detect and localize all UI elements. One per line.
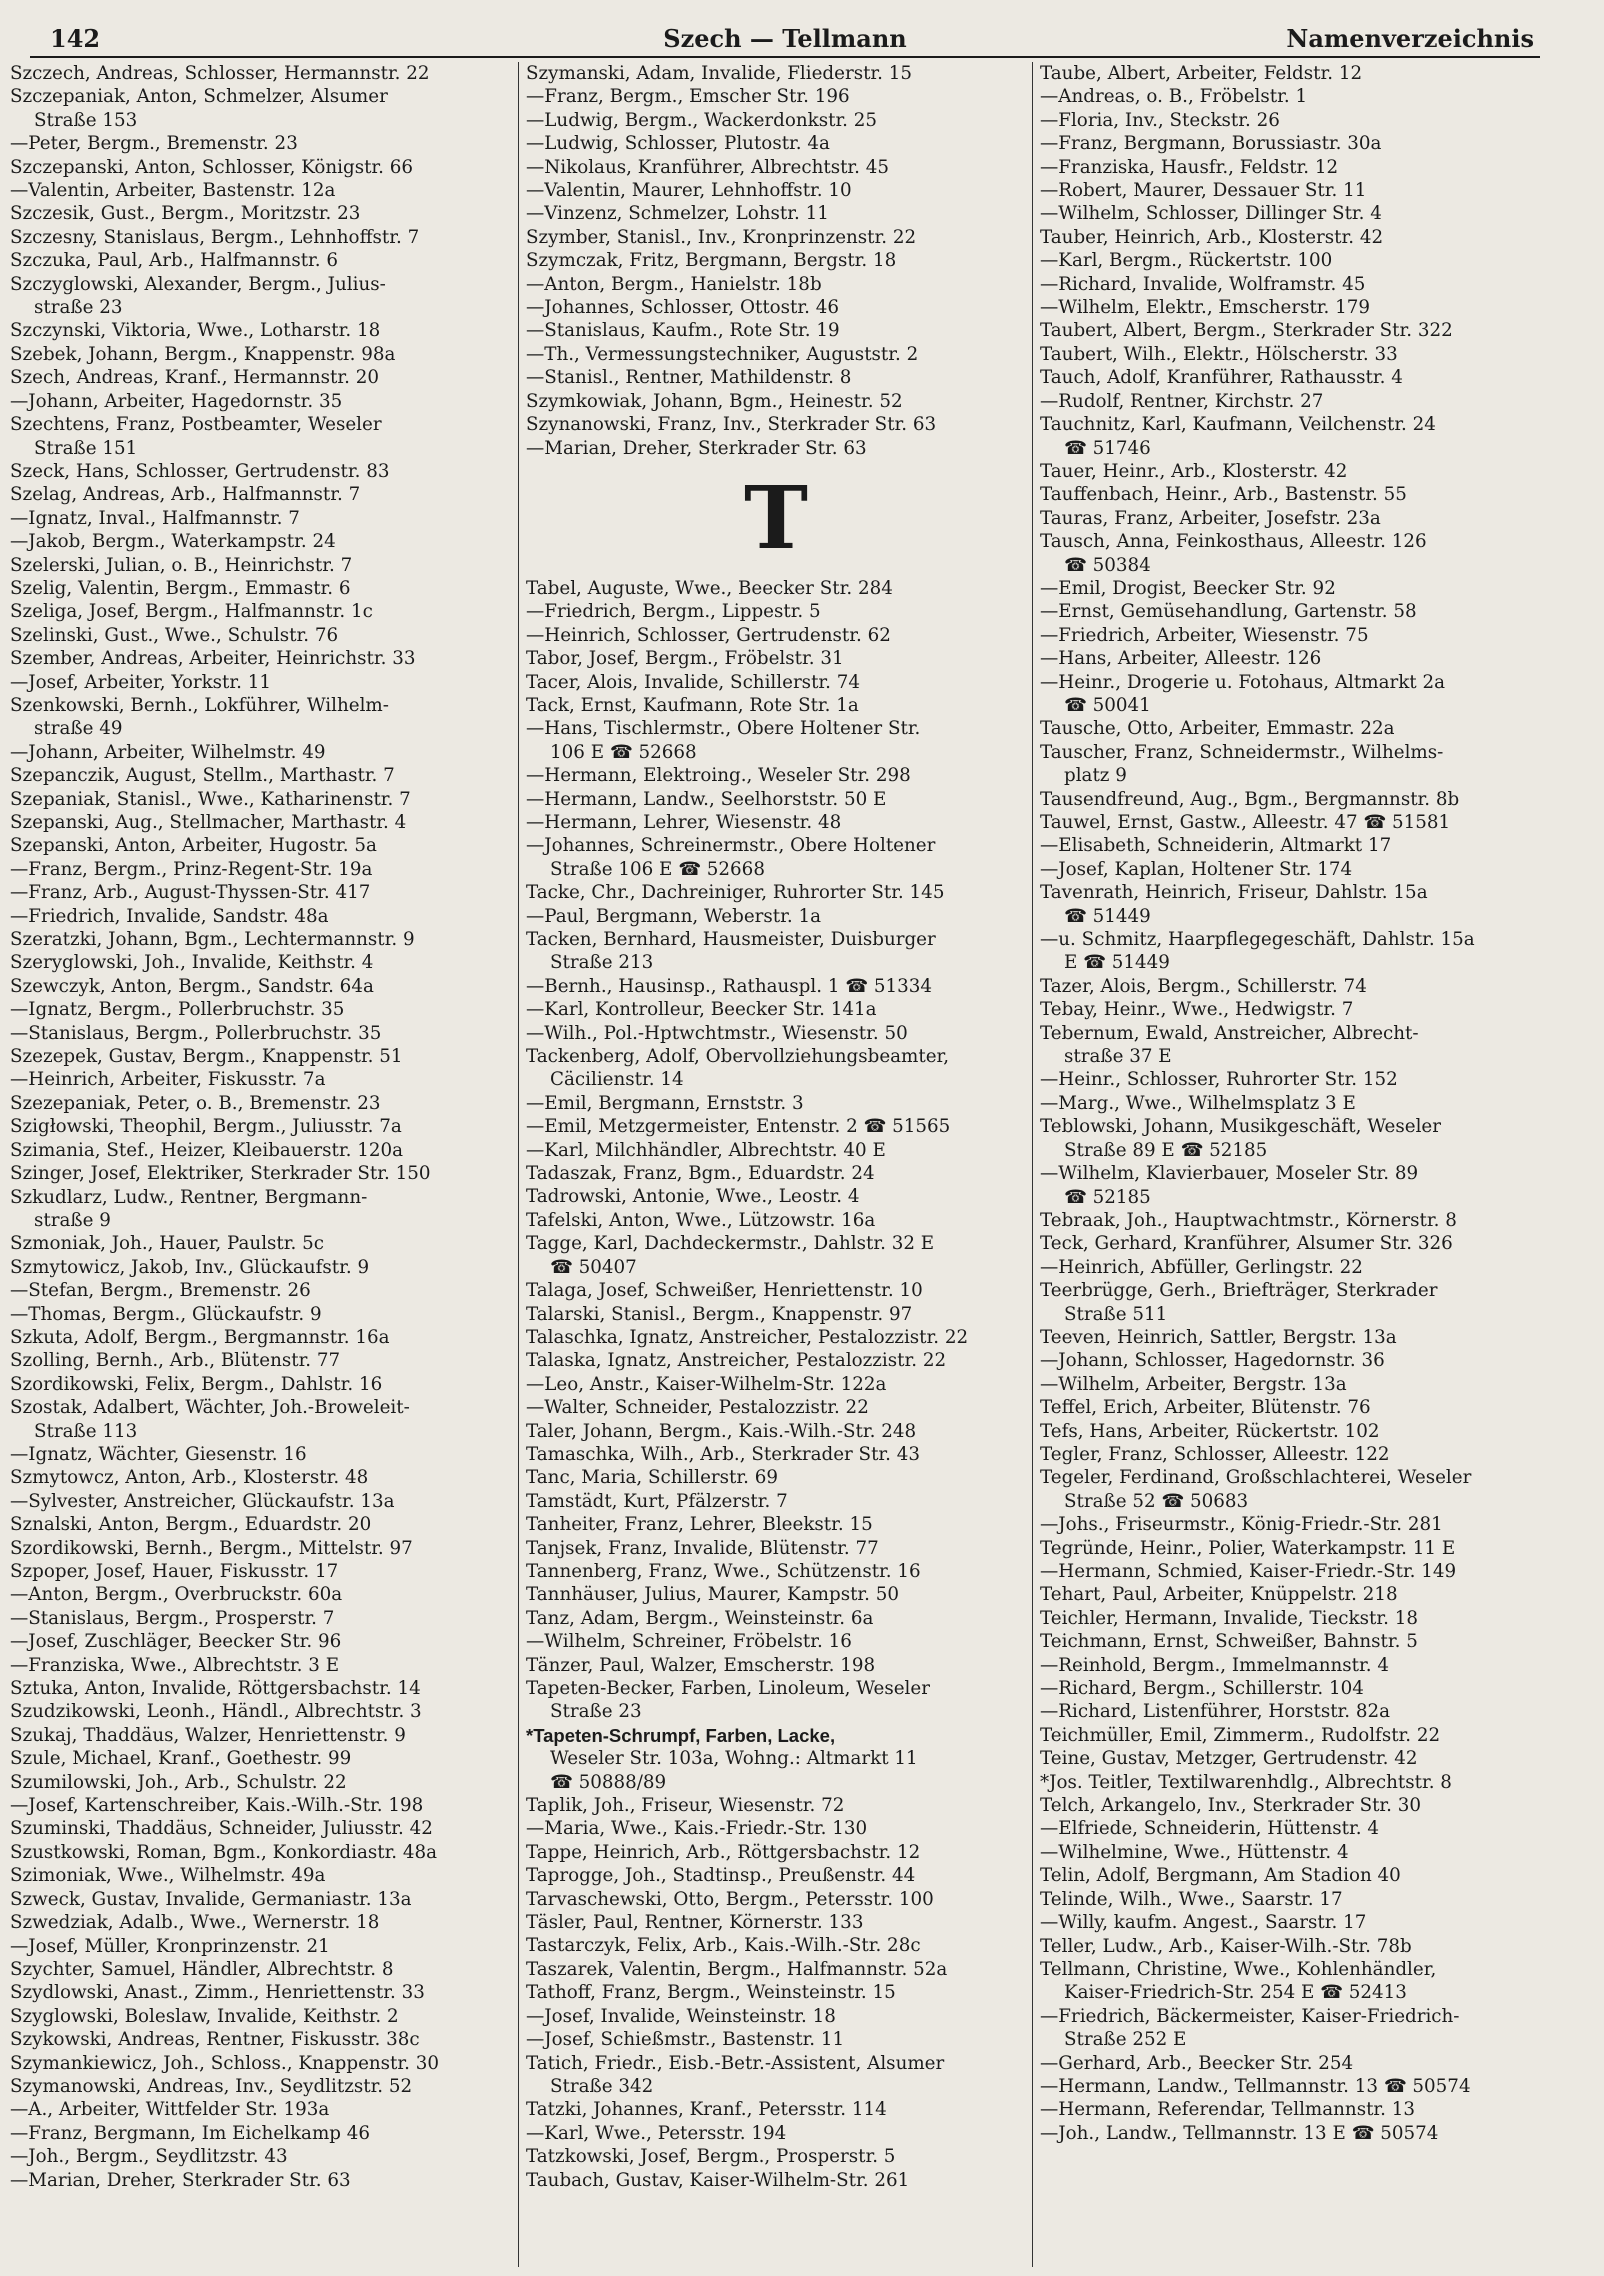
directory-entry: Tegründe, Heinr., Polier, Waterkampstr. 11 E xyxy=(1040,1537,1456,1559)
directory-entry: —Sylvester, Anstreicher, Glückaufstr. 13a xyxy=(10,1490,395,1512)
directory-entry: Tavenrath, Heinrich, Friseur, Dahlstr. 15a xyxy=(1040,882,1428,904)
directory-entry: —u. Schmitz, Haarpflegegeschäft, Dahlstr. 15a xyxy=(1040,929,1475,951)
directory-entry: Szczepaniak, Anton, Schmelzer, Alsumer xyxy=(10,86,388,108)
directory-entry: Tanjsek, Franz, Invalide, Blütenstr. 77 xyxy=(526,1537,879,1559)
directory-entry: Taprogge, Joh., Stadtinsp., Preußenstr. 44 xyxy=(526,1865,916,1887)
directory-entry: Teck, Gerhard, Kranführer, Alsumer Str. 326 xyxy=(1040,1233,1453,1255)
directory-entry: Tannenberg, Franz, Wwe., Schützenstr. 16 xyxy=(526,1560,921,1582)
directory-entry: —Friedrich, Bergm., Lippestr. 5 xyxy=(526,601,821,623)
directory-entry: —Walter, Schneider, Pestalozzistr. 22 xyxy=(526,1397,869,1419)
directory-entry: *Tapeten-Schrumpf, Farben, Lacke, xyxy=(526,1724,836,1746)
entry-continuation: E ☎ 51449 xyxy=(1064,952,1170,974)
entry-continuation: straße 37 E xyxy=(1064,1046,1172,1068)
page-number: 142 xyxy=(50,24,101,53)
directory-entry: —A., Arbeiter, Wittfelder Str. 193a xyxy=(10,2099,330,2121)
directory-entry: Tanheiter, Franz, Lehrer, Bleekstr. 15 xyxy=(526,1514,873,1536)
directory-entry: Szinger, Josef, Elektriker, Sterkrader Str. 150 xyxy=(10,1163,431,1185)
directory-entry: Szychter, Samuel, Händler, Albrechtstr. 8 xyxy=(10,1958,394,1980)
directory-entry: —Hans, Arbeiter, Alleestr. 126 xyxy=(1040,648,1322,670)
directory-entry: —Hermann, Landw., Seelhorststr. 50 E xyxy=(526,788,887,810)
directory-entry: Szezepek, Gustav, Bergm., Knappenstr. 51 xyxy=(10,1046,403,1068)
directory-entry: Szymkowiak, Johann, Bgm., Heinestr. 52 xyxy=(526,390,903,412)
directory-entry: —Friedrich, Bäckermeister, Kaiser-Friedrich- xyxy=(1040,2005,1460,2027)
directory-entry: —Hermann, Elektroing., Weseler Str. 298 xyxy=(526,765,911,787)
directory-entry: —Stanislaus, Kaufm., Rote Str. 19 xyxy=(526,320,840,342)
directory-entry: Telinde, Wilh., Wwe., Saarstr. 17 xyxy=(1040,1888,1343,1910)
directory-entry: Tacer, Alois, Invalide, Schillerstr. 74 xyxy=(526,671,861,693)
directory-entry: Tarvaschewski, Otto, Bergm., Petersstr. 100 xyxy=(526,1888,934,1910)
directory-entry: —Wilhelmine, Wwe., Hüttenstr. 4 xyxy=(1040,1841,1349,1863)
entry-continuation: Weseler Str. 103a, Wohng.: Altmarkt 11 xyxy=(550,1748,918,1770)
entry-continuation: Straße 113 xyxy=(34,1420,138,1442)
directory-entry: Tauch, Adolf, Kranführer, Rathausstr. 4 xyxy=(1040,367,1403,389)
directory-entry: Teichmann, Ernst, Schweißer, Bahnstr. 5 xyxy=(1040,1631,1418,1653)
directory-entry: Szczech, Andreas, Schlosser, Hermannstr. 22 xyxy=(10,63,430,84)
directory-entry: Teffel, Erich, Arbeiter, Blütenstr. 76 xyxy=(1040,1397,1371,1419)
directory-entry: Szolling, Bernh., Arb., Blütenstr. 77 xyxy=(10,1350,341,1372)
directory-entry: —Jakob, Bergm., Waterkampstr. 24 xyxy=(10,531,336,553)
directory-entry: —Ignatz, Bergm., Pollerbruchstr. 35 xyxy=(10,999,345,1021)
running-title: Szech — Tellmann xyxy=(663,24,907,53)
directory-entry: —Stanislaus, Bergm., Prosperstr. 7 xyxy=(10,1607,335,1629)
directory-entry: Tegeler, Ferdinand, Großschlachterei, Weseler xyxy=(1040,1467,1472,1489)
directory-entry: —Gerhard, Arb., Beecker Str. 254 xyxy=(1040,2052,1354,2074)
section-title: Namenverzeichnis xyxy=(1286,24,1534,53)
entry-continuation: platz 9 xyxy=(1064,765,1127,787)
directory-entry: —Josef, Kaplan, Holtener Str. 174 xyxy=(1040,858,1353,880)
directory-entry: Sznalski, Anton, Bergm., Eduardstr. 20 xyxy=(10,1514,372,1536)
directory-entry: Taplik, Joh., Friseur, Wiesenstr. 72 xyxy=(526,1795,845,1817)
directory-entry: Tauwel, Ernst, Gastw., Alleestr. 47 ☎ 51581 xyxy=(1040,812,1451,833)
directory-entry: —Stanisl., Rentner, Mathildenstr. 8 xyxy=(526,367,852,389)
directory-entry: Tauffenbach, Heinr., Arb., Bastenstr. 55 xyxy=(1040,484,1407,506)
directory-entry: Szczuka, Paul, Arb., Halfmannstr. 6 xyxy=(10,250,339,272)
directory-entry: —Heinrich, Arbeiter, Fiskusstr. 7a xyxy=(10,1069,326,1091)
directory-entry: Szumilowski, Joh., Arb., Schulstr. 22 xyxy=(10,1771,347,1793)
directory-entry: Szepanski, Aug., Stellmacher, Marthastr. 4 xyxy=(10,812,407,833)
directory-entry: Telin, Adolf, Bergmann, Am Stadion 40 xyxy=(1040,1865,1401,1887)
directory-entry: —Heinrich, Abfüller, Gerlingstr. 22 xyxy=(1040,1256,1363,1278)
directory-entry: —Josef, Arbeiter, Yorkstr. 11 xyxy=(10,671,272,693)
directory-entry: Szustkowski, Roman, Bgm., Konkordiastr. 48a xyxy=(10,1841,438,1863)
directory-entry: Talarski, Stanisl., Bergm., Knappenstr. 97 xyxy=(526,1303,913,1325)
directory-entry: —Franz, Bergm., Emscher Str. 196 xyxy=(526,86,850,108)
directory-entry: —Marian, Dreher, Sterkrader Str. 63 xyxy=(526,437,867,459)
directory-entry: Szymankiewicz, Joh., Schloss., Knappenstr. 30 xyxy=(10,2052,440,2074)
directory-entry: Tagge, Karl, Dachdeckermstr., Dahlstr. 32 E xyxy=(526,1233,935,1255)
directory-entry: —Rudolf, Rentner, Kirchstr. 27 xyxy=(1040,390,1324,412)
directory-entry: Taszarek, Valentin, Bergm., Halfmannstr. 52a xyxy=(526,1958,948,1980)
directory-entry: Telch, Arkangelo, Inv., Sterkrader Str. 30 xyxy=(1040,1795,1422,1817)
directory-entry: Szukaj, Thaddäus, Walzer, Henriettenstr. 9 xyxy=(10,1724,406,1746)
directory-entry: Tauras, Franz, Arbeiter, Josefstr. 23a xyxy=(1040,507,1381,529)
directory-entry: —Richard, Listenführer, Horststr. 82a xyxy=(1040,1701,1391,1723)
directory-entry: —Friedrich, Invalide, Sandstr. 48a xyxy=(10,905,329,927)
page-header xyxy=(30,22,1540,58)
directory-entry: Taube, Albert, Arbeiter, Feldstr. 12 xyxy=(1040,63,1363,84)
directory-entry: Szeck, Hans, Schlosser, Gertrudenstr. 83 xyxy=(10,460,390,482)
directory-column-1 xyxy=(10,62,510,2267)
directory-entry: Szule, Michael, Kranf., Goethestr. 99 xyxy=(10,1748,352,1770)
directory-entry: —Stanislaus, Bergm., Pollerbruchstr. 35 xyxy=(10,1022,382,1044)
directory-entry: Szwedziak, Adalb., Wwe., Wernerstr. 18 xyxy=(10,1912,380,1934)
directory-entry: Tacken, Bernhard, Hausmeister, Duisburger xyxy=(526,929,936,950)
directory-entry: Tamstädt, Kurt, Pfälzerstr. 7 xyxy=(526,1490,788,1512)
directory-entry: —Karl, Kontrolleur, Beecker Str. 141a xyxy=(526,999,877,1021)
directory-column-3 xyxy=(1040,62,1550,2267)
directory-entry: —Franz, Bergmann, Im Eichelkamp 46 xyxy=(10,2122,371,2144)
directory-entry: —Friedrich, Arbeiter, Wiesenstr. 75 xyxy=(1040,624,1369,646)
directory-entry: Tadaszak, Franz, Bgm., Eduardstr. 24 xyxy=(526,1163,875,1185)
directory-entry: Szewczyk, Anton, Bergm., Sandstr. 64a xyxy=(10,975,374,997)
directory-entry: Szczynski, Viktoria, Wwe., Lotharstr. 18 xyxy=(10,320,381,342)
directory-entry: Tastarczyk, Felix, Arb., Kais.-Wilh.-Str. 28c xyxy=(526,1935,921,1957)
entry-continuation: ☎ 50407 xyxy=(550,1256,637,1278)
directory-entry: *Jos. Teitler, Textilwarenhdlg., Albrechtstr. 8 xyxy=(1040,1771,1452,1793)
directory-entry: Sztuka, Anton, Invalide, Röttgersbachstr. 14 xyxy=(10,1678,421,1700)
directory-entry: Tathoff, Franz, Bergm., Weinsteinstr. 15 xyxy=(526,1982,896,2004)
directory-entry: —Karl, Bergm., Rückertstr. 100 xyxy=(1040,250,1333,272)
directory-entry: —Andreas, o. B., Fröbelstr. 1 xyxy=(1040,86,1308,108)
directory-entry: Szudzikowski, Leonh., Händl., Albrechtstr. 3 xyxy=(10,1701,422,1723)
directory-entry: —Heinr., Drogerie u. Fotohaus, Altmarkt 2a xyxy=(1040,671,1445,693)
directory-entry: Tefs, Hans, Arbeiter, Rückertstr. 102 xyxy=(1040,1420,1380,1442)
directory-entry: —Ernst, Gemüsehandlung, Gartenstr. 58 xyxy=(1040,601,1417,623)
directory-entry: —Elisabeth, Schneiderin, Altmarkt 17 xyxy=(1040,835,1392,857)
entry-continuation: Straße 89 E ☎ 52185 xyxy=(1064,1139,1268,1161)
directory-entry: Szordikowski, Bernh., Bergm., Mittelstr. 97 xyxy=(10,1537,413,1559)
directory-entry: —Wilhelm, Elektr., Emscherstr. 179 xyxy=(1040,297,1371,319)
directory-entry: Szeratzki, Johann, Bgm., Lechtermannstr. 9 xyxy=(10,929,415,951)
directory-column-2 xyxy=(526,62,1026,2267)
directory-entry: —Johannes, Schreinermstr., Obere Holtener xyxy=(526,835,936,857)
directory-entry: Szeryglowski, Joh., Invalide, Keithstr. 4 xyxy=(10,952,374,974)
directory-entry: Szmytowicz, Jakob, Inv., Glückaufstr. 9 xyxy=(10,1256,370,1278)
directory-entry: —Bernh., Hausinsp., Rathauspl. 1 ☎ 51334 xyxy=(526,975,932,997)
directory-entry: —Wilhelm, Klavierbauer, Moseler Str. 89 xyxy=(1040,1163,1419,1185)
directory-entry: Tänzer, Paul, Walzer, Emscherstr. 198 xyxy=(526,1654,876,1676)
directory-entry: Tamaschka, Wilh., Arb., Sterkrader Str. 43 xyxy=(526,1443,921,1465)
directory-entry: Szymanowski, Andreas, Inv., Seydlitzstr. 52 xyxy=(10,2075,413,2097)
directory-entry: Szmytowcz, Anton, Arb., Klosterstr. 48 xyxy=(10,1467,369,1489)
directory-entry: —Josef, Schießmstr., Bastenstr. 11 xyxy=(526,2029,845,2051)
directory-entry: —Josef, Invalide, Weinsteinstr. 18 xyxy=(526,2005,836,2027)
directory-entry: Szepanczik, August, Stellm., Marthastr. 7 xyxy=(10,765,395,787)
directory-entry: Tabel, Auguste, Wwe., Beecker Str. 284 xyxy=(526,577,893,599)
directory-entry: —Anton, Bergm., Hanielstr. 18b xyxy=(526,273,822,295)
directory-entry: Szech, Andreas, Kranf., Hermannstr. 20 xyxy=(10,367,379,389)
directory-entry: —Karl, Wwe., Petersstr. 194 xyxy=(526,2122,787,2144)
directory-entry: Szenkowski, Bernh., Lokführer, Wilhelm- xyxy=(10,694,389,716)
directory-entry: —Hermann, Schmied, Kaiser-Friedr.-Str. 149 xyxy=(1040,1561,1457,1582)
directory-entry: Tazer, Alois, Bergm., Schillerstr. 74 xyxy=(1040,975,1367,997)
entry-continuation: ☎ 50041 xyxy=(1064,694,1151,716)
entry-continuation: 106 E ☎ 52668 xyxy=(550,741,697,763)
directory-entry: Teichmüller, Emil, Zimmerm., Rudolfstr. 22 xyxy=(1040,1724,1441,1746)
entry-continuation: ☎ 50888/89 xyxy=(550,1771,667,1793)
directory-entry: Tanz, Adam, Bergm., Weinsteinstr. 6a xyxy=(526,1607,874,1629)
entry-continuation: Cäcilienstr. 14 xyxy=(550,1069,684,1091)
directory-entry: Szebek, Johann, Bergm., Knappenstr. 98a xyxy=(10,343,396,365)
directory-entry: —Nikolaus, Kranführer, Albrechtstr. 45 xyxy=(526,156,890,178)
directory-entry: —Emil, Bergmann, Ernststr. 3 xyxy=(526,1092,804,1114)
entry-continuation: Straße 106 E ☎ 52668 xyxy=(550,858,765,880)
directory-entry: Szimoniak, Wwe., Wilhelmstr. 49a xyxy=(10,1865,326,1887)
directory-entry: Szelig, Valentin, Bergm., Emmastr. 6 xyxy=(10,577,351,599)
directory-entry: —Maria, Wwe., Kais.-Friedr.-Str. 130 xyxy=(526,1818,868,1840)
directory-entry: —Ludwig, Schlosser, Plutostr. 4a xyxy=(526,133,830,155)
directory-entry: —Thomas, Bergm., Glückaufstr. 9 xyxy=(10,1303,322,1325)
entry-continuation: Straße 252 E xyxy=(1064,2029,1187,2051)
directory-entry: Szezepaniak, Peter, o. B., Bremenstr. 23 xyxy=(10,1092,381,1114)
directory-entry: —Valentin, Arbeiter, Bastenstr. 12a xyxy=(10,180,336,202)
directory-entry: —Hermann, Referendar, Tellmannstr. 13 xyxy=(1040,2099,1416,2121)
entry-continuation: ☎ 52185 xyxy=(1064,1186,1151,1208)
directory-entry: Tack, Ernst, Kaufmann, Rote Str. 1a xyxy=(526,694,859,716)
directory-entry: Tafelski, Anton, Wwe., Lützowstr. 16a xyxy=(526,1209,876,1231)
entry-continuation: ☎ 50384 xyxy=(1064,554,1151,576)
directory-entry: Szymber, Stanisl., Inv., Kronprinzenstr. 22 xyxy=(526,226,917,248)
directory-entry: —Ludwig, Bergm., Wackerdonkstr. 25 xyxy=(526,109,878,131)
directory-entry: Täsler, Paul, Rentner, Körnerstr. 133 xyxy=(526,1912,864,1934)
directory-entry: Tebraak, Joh., Hauptwachtmstr., Körnerstr. 8 xyxy=(1040,1209,1457,1231)
directory-entry: —Johann, Arbeiter, Wilhelmstr. 49 xyxy=(10,741,326,763)
directory-entry: —Johannes, Schlosser, Ottostr. 46 xyxy=(526,297,840,319)
directory-entry: Szykowski, Andreas, Rentner, Fiskusstr. 38c xyxy=(10,2029,420,2051)
directory-entry: Taler, Johann, Bergm., Kais.-Wilh.-Str. 248 xyxy=(526,1420,917,1442)
directory-entry: —Josef, Zuschläger, Beecker Str. 96 xyxy=(10,1631,342,1653)
directory-entry: Szordikowski, Felix, Bergm., Dahlstr. 16 xyxy=(10,1373,383,1395)
directory-entry: Tauber, Heinrich, Arb., Klosterstr. 42 xyxy=(1040,226,1384,248)
directory-entry: Teine, Gustav, Metzger, Gertrudenstr. 42 xyxy=(1040,1748,1418,1770)
directory-entry: Tauchnitz, Karl, Kaufmann, Veilchenstr. 24 xyxy=(1040,414,1436,436)
directory-entry: Tatich, Friedr., Eisb.-Betr.-Assistent, Alsumer xyxy=(526,2052,945,2074)
directory-entry: —Robert, Maurer, Dessauer Str. 11 xyxy=(1040,180,1367,202)
directory-entry: —Th., Vermessungstechniker, Auguststr. 2 xyxy=(526,343,919,365)
section-letter: T xyxy=(744,467,808,569)
directory-entry: Tabor, Josef, Bergm., Fröbelstr. 31 xyxy=(526,648,844,670)
directory-entry: Taubach, Gustav, Kaiser-Wilhelm-Str. 261 xyxy=(526,2169,910,2191)
directory-entry: Szweck, Gustav, Invalide, Germaniastr. 13a xyxy=(10,1888,412,1910)
directory-entry: Tausendfreund, Aug., Bgm., Bergmannstr. 8b xyxy=(1040,788,1460,810)
directory-entry: —Peter, Bergm., Bremenstr. 23 xyxy=(10,133,298,155)
directory-entry: Teichler, Hermann, Invalide, Tieckstr. 18 xyxy=(1040,1607,1418,1629)
directory-entry: Szydlowski, Anast., Zimm., Henriettenstr. 33 xyxy=(10,1982,425,2004)
directory-entry: —Valentin, Maurer, Lehnhoffstr. 10 xyxy=(526,180,852,202)
column-divider xyxy=(518,62,519,2267)
directory-entry: Teblowski, Johann, Musikgeschäft, Weseler xyxy=(1040,1116,1441,1138)
directory-entry: Tadrowski, Antonie, Wwe., Leostr. 4 xyxy=(526,1186,860,1208)
directory-entry: —Josef, Müller, Kronprinzenstr. 21 xyxy=(10,1935,330,1957)
directory-entry: Szepaniak, Stanisl., Wwe., Katharinenstr. 7 xyxy=(10,788,411,810)
directory-entry: Tebay, Heinr., Wwe., Hedwigstr. 7 xyxy=(1040,999,1354,1021)
directory-entry: —Wilhelm, Schlosser, Dillinger Str. 4 xyxy=(1040,203,1382,225)
entry-continuation: Straße 511 xyxy=(1064,1303,1168,1325)
entry-continuation: ☎ 51746 xyxy=(1064,437,1151,459)
directory-entry: Szkuta, Adolf, Bergm., Bergmannstr. 16a xyxy=(10,1326,390,1348)
directory-entry: Szuminski, Thaddäus, Schneider, Juliusstr. 42 xyxy=(10,1818,433,1840)
directory-entry: Tauer, Heinr., Arb., Klosterstr. 42 xyxy=(1040,460,1348,482)
directory-entry: Szepanski, Anton, Arbeiter, Hugostr. 5a xyxy=(10,835,377,857)
directory-entry: Talaga, Josef, Schweißer, Henriettenstr. 10 xyxy=(526,1280,923,1302)
directory-entry: —Emil, Metzgermeister, Entenstr. 2 ☎ 51565 xyxy=(526,1116,951,1138)
directory-entry: —Floria, Inv., Steckstr. 26 xyxy=(1040,109,1280,131)
directory-entry: Taubert, Wilh., Elektr., Hölscherstr. 33 xyxy=(1040,343,1398,365)
entry-continuation: Straße 153 xyxy=(34,109,138,131)
directory-entry: Tehart, Paul, Arbeiter, Knüppelstr. 218 xyxy=(1040,1584,1398,1606)
directory-entry: Teeven, Heinrich, Sattler, Bergstr. 13a xyxy=(1040,1326,1397,1348)
directory-entry: —Johann, Schlosser, Hagedornstr. 36 xyxy=(1040,1350,1385,1372)
directory-entry: —Richard, Bergm., Schillerstr. 104 xyxy=(1040,1678,1364,1700)
entry-continuation: Kaiser-Friedrich-Str. 254 E ☎ 52413 xyxy=(1064,1982,1407,2004)
directory-entry: —Leo, Anstr., Kaiser-Wilhelm-Str. 122a xyxy=(526,1373,887,1395)
directory-entry: —Franz, Arb., August-Thyssen-Str. 417 xyxy=(10,882,371,904)
entry-continuation: straße 23 xyxy=(34,297,123,319)
directory-entry: Talaska, Ignatz, Anstreicher, Pestalozzistr. 22 xyxy=(526,1350,947,1372)
directory-entry: Szelerski, Julian, o. B., Heinrichstr. 7 xyxy=(10,554,353,576)
directory-entry: Talaschka, Ignatz, Anstreicher, Pestalozzistr. 22 xyxy=(526,1326,969,1348)
entry-continuation: ☎ 51449 xyxy=(1064,905,1151,927)
directory-entry: —Johann, Arbeiter, Hagedornstr. 35 xyxy=(10,390,343,412)
directory-entry: —Emil, Drogist, Beecker Str. 92 xyxy=(1040,577,1336,599)
directory-entry: —Joh., Landw., Tellmannstr. 13 E ☎ 50574 xyxy=(1040,2122,1439,2144)
directory-entry: Tegler, Franz, Schlosser, Alleestr. 122 xyxy=(1040,1443,1390,1465)
entry-continuation: Straße 213 xyxy=(550,952,654,974)
directory-entry: —Joh., Bergm., Seydlitzstr. 43 xyxy=(10,2146,288,2168)
entry-continuation: straße 49 xyxy=(34,718,123,740)
directory-entry: Szymczak, Fritz, Bergmann, Bergstr. 18 xyxy=(526,250,897,272)
directory-entry: Tebernum, Ewald, Anstreicher, Albrecht- xyxy=(1040,1022,1419,1044)
directory-entry: Szelag, Andreas, Arb., Halfmannstr. 7 xyxy=(10,484,361,506)
directory-entry: Szeliga, Josef, Bergm., Halfmannstr. 1c xyxy=(10,601,373,623)
entry-continuation: Straße 52 ☎ 50683 xyxy=(1064,1490,1249,1512)
directory-entry: —Franz, Bergmann, Borussiastr. 30a xyxy=(1040,133,1382,155)
directory-entry: —Stefan, Bergm., Bremenstr. 26 xyxy=(10,1280,311,1302)
directory-entry: Szczyglowski, Alexander, Bergm., Julius- xyxy=(10,273,386,295)
directory-entry: Szpoper, Josef, Hauer, Fiskusstr. 17 xyxy=(10,1561,339,1582)
directory-entry: Taubert, Albert, Bergm., Sterkrader Str. 322 xyxy=(1040,320,1453,342)
directory-entry: Tapeten-Becker, Farben, Linoleum, Weseler xyxy=(526,1678,930,1699)
directory-entry: Szmoniak, Joh., Hauer, Paulstr. 5c xyxy=(10,1233,324,1255)
directory-entry: Tannhäuser, Julius, Maurer, Kampstr. 50 xyxy=(526,1584,900,1606)
directory-entry: Szczesik, Gust., Bergm., Moritzstr. 23 xyxy=(10,203,361,225)
directory-entry: —Elfriede, Schneiderin, Hüttenstr. 4 xyxy=(1040,1818,1379,1840)
directory-entry: Tappe, Heinrich, Arb., Röttgersbachstr. 12 xyxy=(526,1841,921,1863)
directory-entry: —Reinhold, Bergm., Immelmannstr. 4 xyxy=(1040,1654,1389,1676)
directory-entry: Tatzkowski, Josef, Bergm., Prosperstr. 5 xyxy=(526,2146,896,2168)
entry-continuation: Straße 151 xyxy=(34,437,138,459)
directory-entry: —Anton, Bergm., Overbruckstr. 60a xyxy=(10,1584,343,1606)
directory-entry: Szczepanski, Anton, Schlosser, Königstr. 66 xyxy=(10,156,414,178)
directory-entry: Tellmann, Christine, Wwe., Kohlenhändler, xyxy=(1040,1958,1437,1980)
entry-continuation: Straße 23 xyxy=(550,1701,642,1723)
directory-entry: Szynanowski, Franz, Inv., Sterkrader Str. 63 xyxy=(526,414,937,436)
directory-entry: Tatzki, Johannes, Kranf., Petersstr. 114 xyxy=(526,2099,887,2121)
directory-entry: —Josef, Kartenschreiber, Kais.-Wilh.-Str. 198 xyxy=(10,1795,424,1817)
directory-entry: Teerbrügge, Gerh., Briefträger, Sterkrader xyxy=(1040,1280,1438,1302)
directory-entry: —Wilh., Pol.-Hptwchtmstr., Wiesenstr. 50 xyxy=(526,1022,908,1044)
directory-entry: Szymanski, Adam, Invalide, Fliederstr. 15 xyxy=(526,63,913,84)
directory-entry: Tausche, Otto, Arbeiter, Emmastr. 22a xyxy=(1040,718,1395,740)
column-divider xyxy=(1032,62,1033,2267)
directory-entry: —Heinr., Schlosser, Ruhrorter Str. 152 xyxy=(1040,1069,1398,1091)
directory-entry: —Ignatz, Inval., Halfmannstr. 7 xyxy=(10,507,300,529)
directory-entry: Szyglowski, Boleslaw, Invalide, Keithstr. 2 xyxy=(10,2005,399,2027)
directory-entry: Szigłowski, Theophil, Bergm., Juliusstr. 7a xyxy=(10,1116,402,1138)
directory-entry: —Richard, Invalide, Wolframstr. 45 xyxy=(1040,273,1366,295)
directory-entry: —Franziska, Hausfr., Feldstr. 12 xyxy=(1040,156,1339,178)
directory-entry: Tausch, Anna, Feinkosthaus, Alleestr. 126 xyxy=(1040,531,1427,553)
directory-entry: Teller, Ludw., Arb., Kaiser-Wilh.-Str. 78b xyxy=(1040,1935,1412,1957)
directory-entry: —Wilhelm, Schreiner, Fröbelstr. 16 xyxy=(526,1631,852,1653)
directory-entry: —Karl, Milchhändler, Albrechtstr. 40 E xyxy=(526,1139,886,1161)
directory-entry: Szczesny, Stanislaus, Bergm., Lehnhoffstr. 7 xyxy=(10,226,420,248)
directory-entry: Szelinski, Gust., Wwe., Schulstr. 76 xyxy=(10,624,339,646)
directory-entry: —Marian, Dreher, Sterkrader Str. 63 xyxy=(10,2169,351,2191)
directory-entry: Szechtens, Franz, Postbeamter, Weseler xyxy=(10,414,382,436)
directory-entry: —Hans, Tischlermstr., Obere Holtener Str. xyxy=(526,718,921,740)
directory-entry: Szember, Andreas, Arbeiter, Heinrichstr. 33 xyxy=(10,648,416,670)
directory-entry: —Franziska, Wwe., Albrechtstr. 3 E xyxy=(10,1654,340,1676)
directory-entry: —Heinrich, Schlosser, Gertrudenstr. 62 xyxy=(526,624,891,646)
directory-entry: —Willy, kaufm. Angest., Saarstr. 17 xyxy=(1040,1912,1367,1934)
directory-entry: Szostak, Adalbert, Wächter, Joh.-Broweleit- xyxy=(10,1397,410,1419)
directory-entry: —Hermann, Landw., Tellmannstr. 13 ☎ 50574 xyxy=(1040,2075,1471,2097)
entry-continuation: straße 9 xyxy=(34,1209,111,1231)
directory-entry: —Johs., Friseurmstr., König-Friedr.-Str. 281 xyxy=(1040,1514,1443,1536)
entry-continuation: Straße 342 xyxy=(550,2075,654,2097)
directory-entry: —Hermann, Lehrer, Wiesenstr. 48 xyxy=(526,811,842,833)
directory-entry: —Wilhelm, Arbeiter, Bergstr. 13a xyxy=(1040,1373,1347,1395)
directory-entry: Tanc, Maria, Schillerstr. 69 xyxy=(526,1467,779,1489)
directory-entry: —Paul, Bergmann, Weberstr. 1a xyxy=(526,905,821,927)
directory-entry: —Vinzenz, Schmelzer, Lohstr. 11 xyxy=(526,203,829,225)
directory-entry: Szkudlarz, Ludw., Rentner, Bergmann- xyxy=(10,1186,368,1208)
directory-entry: Tauscher, Franz, Schneidermstr., Wilhelms- xyxy=(1040,741,1444,763)
directory-entry: Szimania, Stef., Heizer, Kleibauerstr. 120a xyxy=(10,1139,403,1161)
directory-entry: —Franz, Bergm., Prinz-Regent-Str. 19a xyxy=(10,858,373,880)
directory-entry: —Ignatz, Wächter, Giesenstr. 16 xyxy=(10,1443,307,1465)
directory-entry: Tackenberg, Adolf, Obervollziehungsbeamter, xyxy=(526,1046,950,1068)
directory-entry: Tacke, Chr., Dachreiniger, Ruhrorter Str. 145 xyxy=(526,882,945,904)
directory-entry: —Marg., Wwe., Wilhelmsplatz 3 E xyxy=(1040,1092,1356,1114)
